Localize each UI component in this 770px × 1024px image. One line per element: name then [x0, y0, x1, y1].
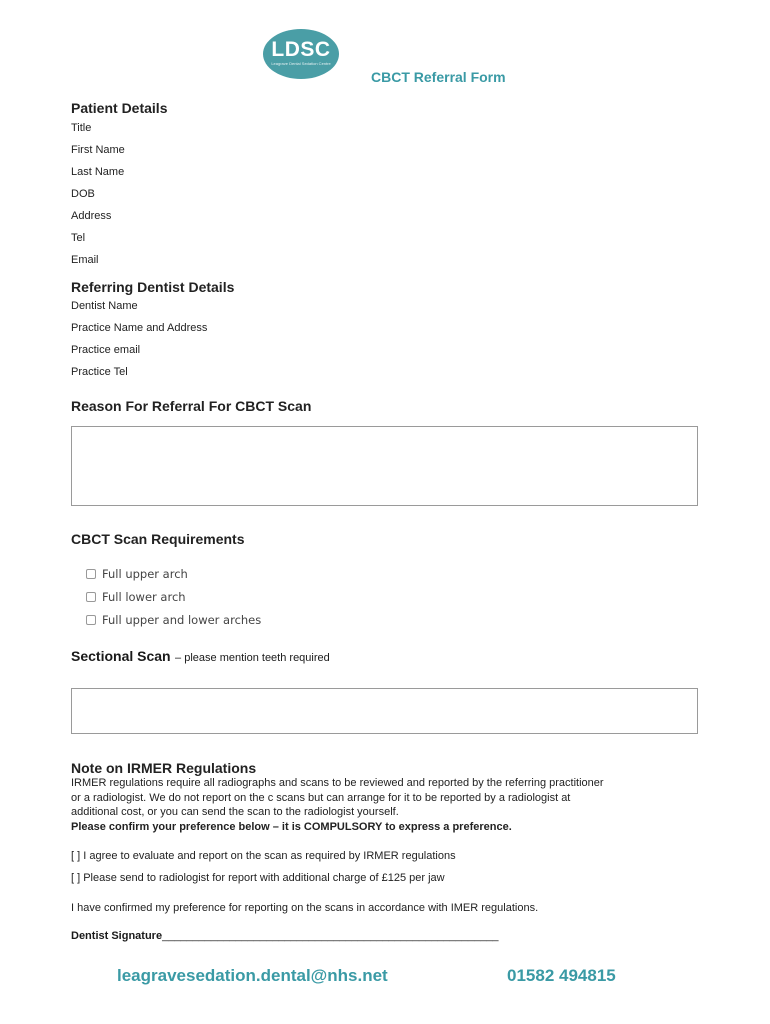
sectional-scan-note: – please mention teeth required [175, 652, 330, 664]
logo-subtext: Leagrave Dental Sedation Centre [271, 61, 331, 66]
patient-details-heading: Patient Details [71, 100, 168, 116]
option-full-upper-arch[interactable] [86, 567, 188, 581]
patient-email-label: Email [71, 254, 99, 266]
patient-address-label: Address [71, 210, 112, 222]
option-full-lower-arch[interactable] [86, 590, 186, 604]
patient-last-name-label: Last Name [71, 166, 125, 178]
checkbox-full-upper-lower-arches[interactable] [86, 615, 96, 625]
dentist-signature-row[interactable] [71, 930, 499, 942]
option-label: Full upper arch [102, 567, 188, 581]
practice-name-address-label: Practice Name and Address [71, 322, 208, 334]
practice-email-label: Practice email [71, 344, 141, 356]
sectional-scan-header [71, 648, 330, 666]
practice-tel-label: Practice Tel [71, 366, 128, 378]
irmer-option-radiologist[interactable]: [ ] Please send to radiologist for report with additional charge of £125 per jaw [71, 872, 445, 884]
irmer-line-1: IRMER regulations require all radiographs and scans to be reviewed and reported by the referring practitioner [71, 777, 604, 789]
footer-phone[interactable]: 01582 494815 [507, 966, 616, 985]
reason-text-box[interactable] [71, 426, 698, 506]
patient-tel-label: Tel [71, 232, 86, 244]
requirements-heading: CBCT Scan Requirements [71, 531, 245, 547]
reason-value [72, 427, 697, 439]
form-title: CBCT Referral Form [371, 69, 506, 85]
irmer-confirmation: I have confirmed my preference for reporting on the scans in accordance with IMER regulations. [71, 902, 539, 914]
irmer-paragraph [71, 776, 711, 834]
dentist-signature-line[interactable]: _______________________________________________________ [162, 930, 499, 942]
patient-title-label: Title [71, 122, 92, 134]
checkbox-full-upper-arch[interactable] [86, 569, 96, 579]
footer-email[interactable]: leagravesedation.dental@nhs.net [117, 966, 388, 985]
irmer-line-2: or a radiologist. We do not report on the c scans but can arrange for it to be reported by a radiologist at [71, 791, 571, 804]
dentist-signature-label: Dentist Signature [71, 930, 163, 942]
irmer-option-self-report[interactable]: [ ] I agree to evaluate and report on the scan as required by IRMER regulations [71, 850, 456, 862]
irmer-heading: Note on IRMER Regulations [71, 760, 257, 776]
irmer-line-3: additional cost, or you can send the scan to the radiologist yourself. [71, 806, 399, 818]
patient-first-name-label: First Name [71, 144, 125, 156]
dentist-details-heading: Referring Dentist Details [71, 279, 235, 295]
dentist-name-label: Dentist Name [71, 300, 138, 312]
sectional-scan-heading: Sectional Scan [71, 648, 171, 664]
option-label: Full upper and lower arches [102, 613, 262, 627]
irmer-compulsory-note: Please confirm your preference below – it is COMPULSORY to express a preference. [71, 820, 512, 833]
checkbox-full-lower-arch[interactable] [86, 592, 96, 602]
patient-dob-label: DOB [71, 188, 95, 200]
sectional-scan-value [72, 689, 697, 701]
reason-heading: Reason For Referral For CBCT Scan [71, 398, 312, 414]
sectional-scan-text-box[interactable] [71, 688, 698, 734]
option-label: Full lower arch [102, 590, 186, 604]
logo-text: LDSC [271, 38, 331, 61]
option-full-upper-lower-arches[interactable] [86, 613, 261, 627]
ldsc-logo [263, 29, 339, 79]
